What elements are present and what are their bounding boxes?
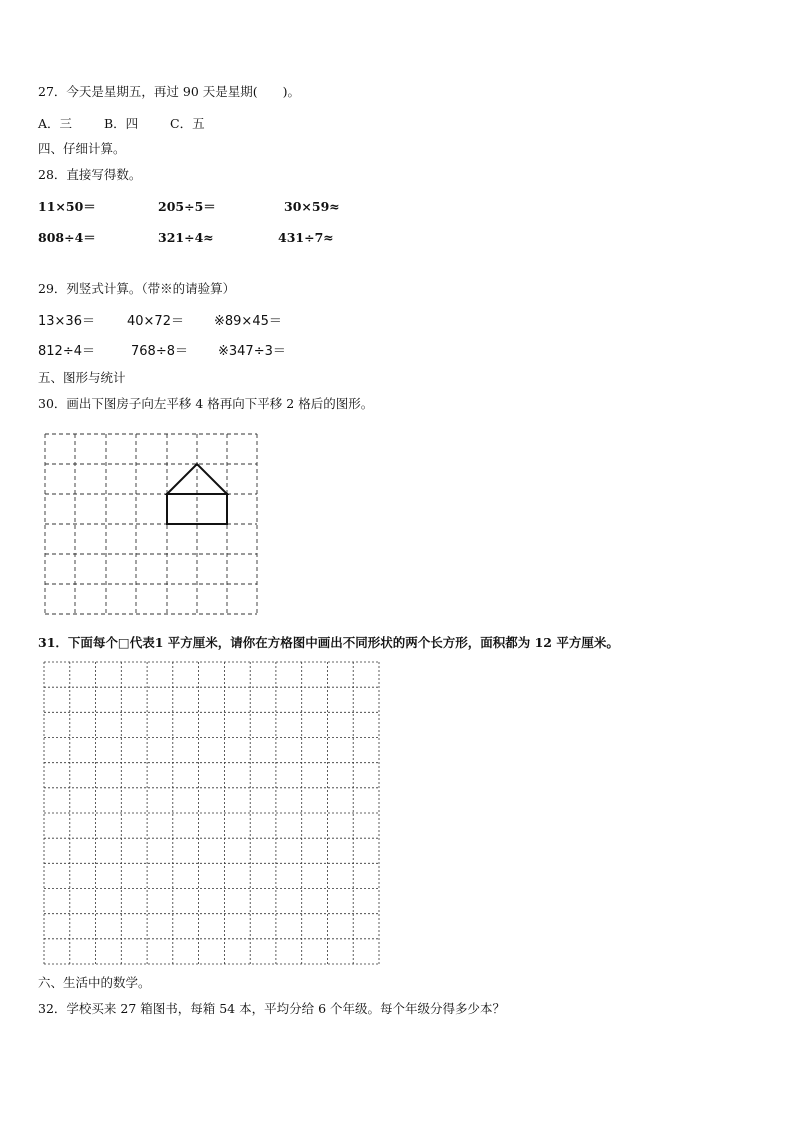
section-5-heading: 五、图形与统计 bbox=[38, 370, 126, 385]
q28-expr-2: 205÷5＝ bbox=[158, 199, 216, 214]
q28-expr-5: 321÷4≈ bbox=[158, 230, 214, 245]
q31-grid[interactable] bbox=[43, 661, 381, 967]
q29-expr-3: ※89×45＝ bbox=[214, 314, 282, 329]
q29-expr-5: 768÷8＝ bbox=[131, 344, 188, 359]
q28-expr-3: 30×59≈ bbox=[284, 199, 340, 214]
q27-text: 27．今天是星期五，再过 90 天是星期( )。 bbox=[38, 84, 301, 99]
q29-expr-2: 40×72＝ bbox=[127, 314, 184, 329]
q28-expr-6: 431÷7≈ bbox=[278, 230, 334, 245]
section-4-heading: 四、仔细计算。 bbox=[38, 141, 126, 156]
q27-option-b: B．四 bbox=[104, 116, 139, 131]
q27-option-a: A．三 bbox=[38, 116, 73, 131]
q30-grid bbox=[44, 433, 260, 615]
q29-text: 29．列竖式计算。（带※的请验算） bbox=[38, 281, 236, 296]
q29-expr-1: 13×36＝ bbox=[38, 314, 95, 329]
section-6-heading: 六、生活中的数学。 bbox=[38, 975, 151, 990]
q31-grid-lines bbox=[44, 662, 379, 964]
q32-text: 32．学校买来 27 箱图书，每箱 54 本，平均分给 6 个年级。每个年级分得多少本？ bbox=[38, 1001, 506, 1016]
q27-option-c: C．五 bbox=[170, 116, 205, 131]
q31-text: 31．下面每个□代表1 平方厘米，请你在方格图中画出不同形状的两个长方形，面积都为 12 平方厘米。 bbox=[38, 635, 619, 650]
q28-text: 28．直接写得数。 bbox=[38, 167, 142, 182]
q29-expr-6: ※347÷3＝ bbox=[218, 344, 286, 359]
q29-expr-4: 812÷4＝ bbox=[38, 344, 95, 359]
q30-text: 30．画出下图房子向左平移 4 格再向下平移 2 格后的图形。 bbox=[38, 396, 374, 411]
q28-expr-4: 808÷4＝ bbox=[38, 230, 96, 245]
q28-expr-1: 11×50＝ bbox=[38, 199, 96, 214]
